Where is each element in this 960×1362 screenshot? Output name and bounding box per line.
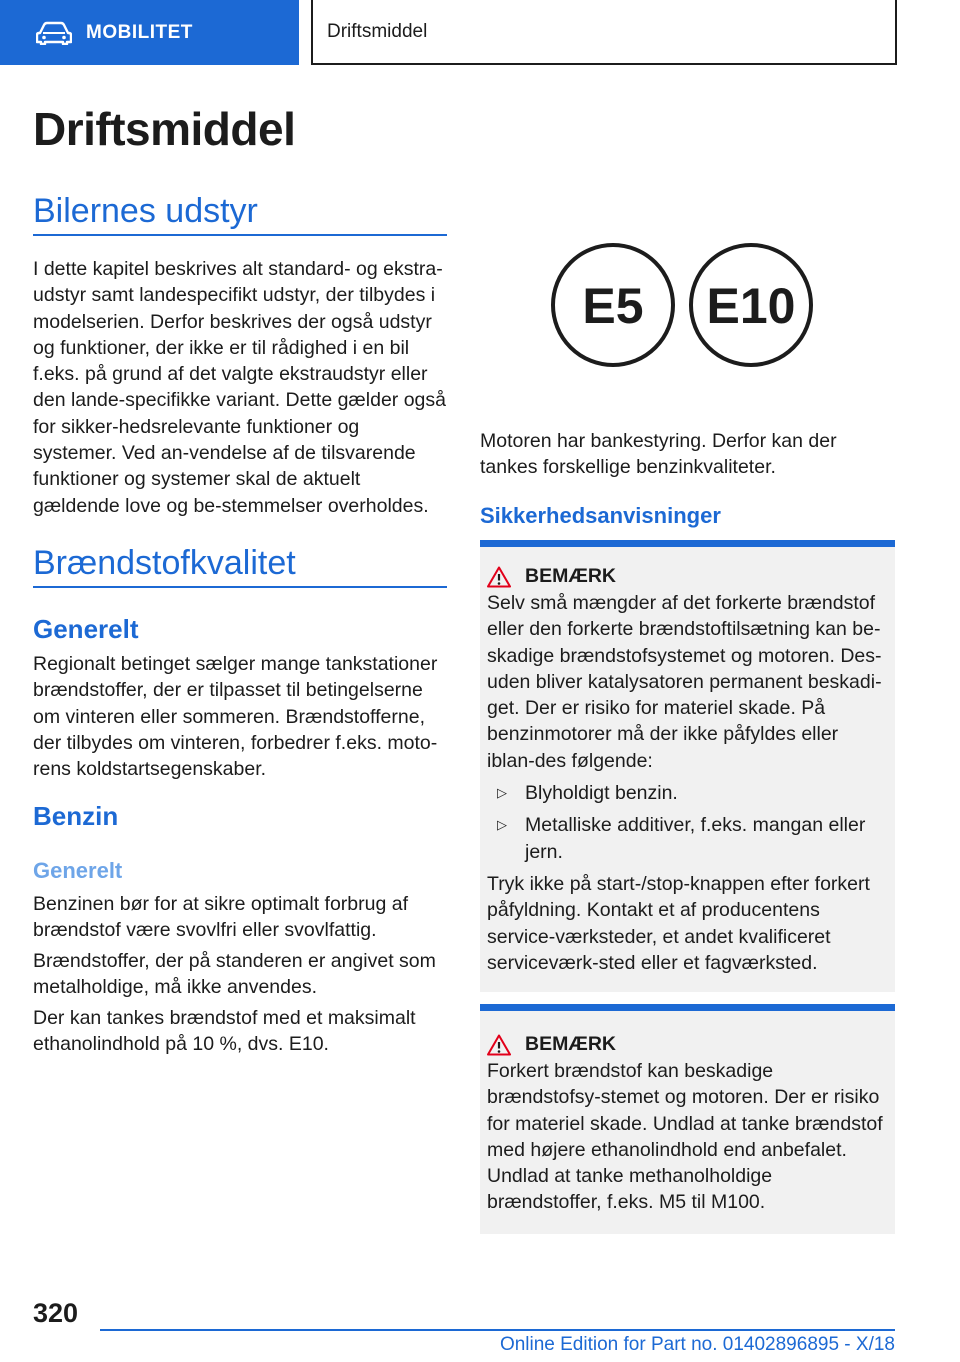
paragraph-motor: Motoren har bankestyring. Derfor kan der tankes forskellige benzinkvaliteter.: [480, 430, 837, 479]
warning-title: BEMÆRK: [525, 1033, 616, 1055]
bullet-triangle-icon: ▷: [497, 785, 507, 801]
heading-sikkerhedsanvisninger: Sikkerhedsanvisninger: [480, 503, 721, 528]
paragraph-benzin-2: Brændstoffer, der på standeren er angivet som metalholdige, må ikke anvendes.: [33, 950, 436, 999]
list-item-text: Metalliske additiver, f.eks. mangan eller jern.: [525, 814, 866, 863]
page-number: 320: [33, 1298, 79, 1328]
paragraph-generelt: Regionalt betinget sælger mange tankstationer brændstoffer, der er tilpasset til betingelserne om vinteren eller sommeren. Brændstofferne, der tilbydes om vinteren, forbedrer f.eks. moto-rens koldstartsegenskaber.: [33, 653, 438, 781]
badge-e10-label: E10: [706, 278, 796, 334]
warning-header: [487, 565, 887, 588]
badge-e5-label: E5: [582, 278, 644, 334]
paragraph-benzin-1: Benzinen bør for at sikre optimalt forbrug af brændstof være svovlfri eller svovlfattig.: [33, 893, 409, 942]
warning-text: Selv små mængder af det forkerte brændstof eller den forkerte brændstoftilsætning kan be-skadige brændstofsystemet og motoren. Des-uden bliver katalysatoren permanent beskadi-get. Der er risiko for materiel skade. På benzinmotorer må der ikke påfyldes eller iblan-des følgende:: [487, 592, 882, 772]
warning-text-2: Tryk ikke på start-/stop-knappen efter forkert påfyldning. Kontakt et af producentens service-værksteder, et andet kvalificeret serviceværk-sted eller et fagværksted.: [487, 872, 870, 974]
section-label: MOBILITET: [86, 21, 193, 43]
heading-braendstofkvalitet: Brændstofkvalitet: [33, 544, 296, 582]
fuel-badges: [548, 240, 818, 370]
footer-rule: [100, 1329, 895, 1331]
heading-rule: [33, 586, 447, 588]
chapter-label: Driftsmiddel: [327, 20, 428, 42]
footer-edition: Online Edition for Part no. 01402896895 - X/18: [499, 1334, 895, 1355]
paragraph-benzin-3: Der kan tankes brændstof med et maksimalt ethanolindhold på 10 %, dvs. E10.: [33, 1007, 416, 1056]
heading-rule: [33, 234, 447, 236]
heading-bilernes-udstyr: Bilernes udstyr: [33, 192, 258, 230]
heading-benzin: Benzin: [33, 801, 119, 831]
warning-icon: [487, 566, 511, 588]
heading-generelt: Generelt: [33, 614, 139, 644]
car-icon: [36, 21, 72, 45]
warning-bar: [480, 540, 895, 547]
page-title: Driftsmiddel: [33, 103, 296, 155]
warning-box-2: [480, 1004, 895, 1234]
heading-benzin-generelt: Generelt: [33, 858, 123, 883]
badge-e10: [691, 245, 811, 365]
chapter-header: [311, 0, 897, 65]
list-item: [487, 780, 887, 806]
warning-bar: [480, 1004, 895, 1011]
bullet-triangle-icon: ▷: [497, 817, 507, 833]
warning-box-1: [480, 540, 895, 992]
badge-e5: [553, 245, 673, 365]
list-item-text: Blyholdigt benzin.: [525, 782, 678, 805]
warning-text: Forkert brændstof kan beskadige brændstofsy-stemet og motoren. Der er risiko for materiel skade. Undlad at tanke brændstof med højere ethanolindhold end anbefalet. Undlad at tanke methanolholdige brændstoffer, f.eks. M5 til M100.: [487, 1060, 883, 1214]
list-item: [487, 812, 887, 865]
warning-header: [487, 1033, 887, 1056]
warning-title: BEMÆRK: [525, 565, 616, 587]
paragraph-bilernes-udstyr: I dette kapitel beskrives alt standard- og ekstra-udstyr samt landespecifikt udstyr, der tilbydes i modelserien. Derfor beskrives der også udstyr og funktioner, der ikke er til rådighed i en bil f.eks. på grund af det valgte ekstraudstyr eller den lande-specifikke variant. Dette gælder også for sikker-hedsrelevante funktioner og systemer. Ved an-vendelse af de tilsvarende funktioner og systemer skal de aktuelt gældende love og be-stemmelser overholdes.: [33, 258, 446, 517]
section-tab: [0, 0, 299, 65]
warning-icon: [487, 1034, 511, 1056]
